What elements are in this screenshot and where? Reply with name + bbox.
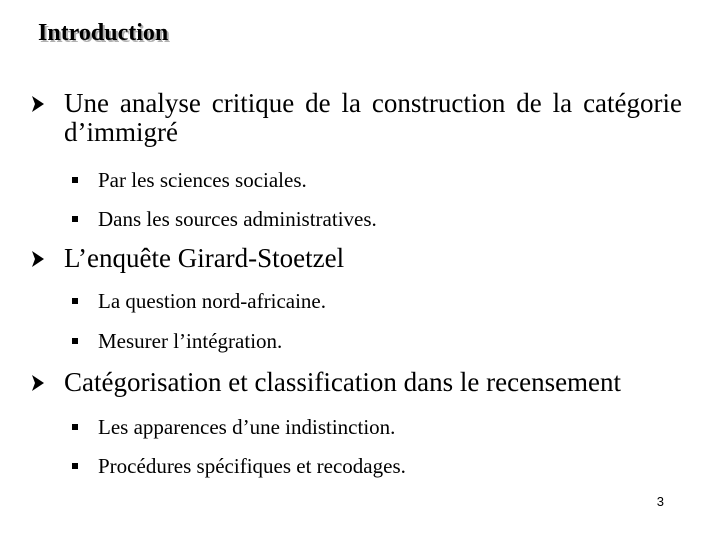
sub-bullet-item: [98, 289, 326, 313]
square-bullet-icon: [72, 177, 78, 183]
square-bullet-icon: [72, 216, 78, 222]
sub-bullet-text: Mesurer l’intégration.: [98, 329, 283, 353]
arrowhead-bullet-icon: [32, 251, 44, 267]
square-bullet-icon: [72, 424, 78, 430]
bullet-item: [64, 244, 344, 273]
square-bullet-icon: [72, 338, 78, 344]
bullet-item: [64, 368, 621, 397]
bullet-text: Une analyse critique de la construction de la catégorie d’immigré: [64, 88, 682, 147]
sub-bullet-text: Dans les sources administratives.: [98, 207, 377, 231]
slide-title: Introduction: [38, 20, 169, 46]
sub-bullet-text: Par les sciences sociales.: [98, 168, 307, 192]
square-bullet-icon: [72, 463, 78, 469]
sub-bullet-text: Procédures spécifiques et recodages.: [98, 454, 406, 478]
arrowhead-bullet-icon: [32, 96, 44, 112]
sub-bullet-item: [98, 207, 377, 231]
sub-bullet-item: [98, 454, 406, 478]
bullet-text: L’enquête Girard-Stoetzel: [64, 243, 345, 273]
page-number: 3: [656, 494, 664, 509]
arrowhead-bullet-icon: [32, 375, 44, 391]
bullet-item: [64, 89, 682, 147]
sub-bullet-item: [98, 168, 307, 192]
sub-bullet-text: Les apparences d’une indistinction.: [98, 415, 396, 439]
sub-bullet-item: [98, 329, 282, 353]
sub-bullet-item: [98, 415, 395, 439]
square-bullet-icon: [72, 298, 78, 304]
bullet-text: Catégorisation et classification dans le recensement: [64, 367, 622, 397]
sub-bullet-text: La question nord-africaine.: [98, 289, 326, 313]
